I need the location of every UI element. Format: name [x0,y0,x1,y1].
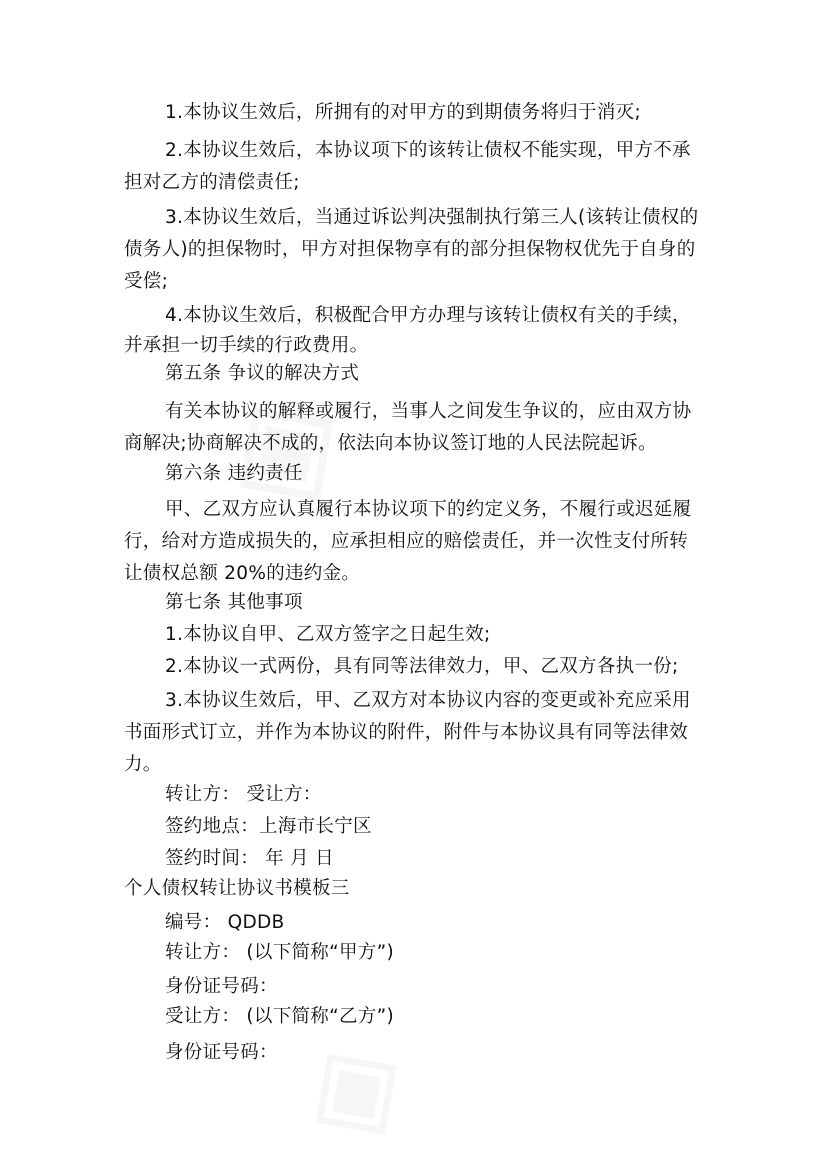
text-line: 受偿; [124,271,169,292]
text-line: 并承担一切手续的行政费用。 [124,335,369,356]
id-number-line: 身份证号码： [165,976,278,997]
text-line: 书面形式订立，并作为本协议的附件，附件与本协议具有同等法律效 [124,722,689,743]
section-heading: 第六条 违约责任 [165,463,303,484]
signing-date: 签约时间： 年 月 日 [165,848,334,869]
text-line: 商解决;协商解决不成的，依法向本协议签订地的人民法院起诉。 [124,433,657,454]
section-heading: 第五条 争议的解决方式 [165,363,360,384]
signing-location: 签约地点：上海市长宁区 [165,816,372,837]
text-line: 3.本协议生效后，甲、乙双方对本协议内容的变更或补充应采用 [165,690,691,711]
text-line: 债务人)的担保物时，甲方对担保物享有的部分担保物权优先于自身的 [124,239,696,260]
text-line: 2.本协议一式两份，具有同等法律效力，甲、乙双方各执一份; [165,656,679,677]
text-line: 1.本协议自甲、乙双方签字之日起生效; [165,624,491,645]
text-line: 担对乙方的清偿责任; [124,172,300,193]
transferee-line: 受让方： (以下简称“乙方”) [165,1006,394,1027]
text-line: 有关本协议的解释或履行，当事人之间发生争议的，应由双方协 [165,401,692,422]
template-title: 个人债权转让协议书模板三 [124,878,350,899]
text-line: 1.本协议生效后，所拥有的对甲方的到期债务将归于消灭; [165,102,641,123]
document-number: 编号： QDDB [165,912,285,933]
text-line: 力。 [124,754,162,775]
section-heading: 第七条 其他事项 [165,592,303,613]
text-line: 3.本协议生效后，当通过诉讼判决强制执行第三人(该转让债权的 [165,207,699,228]
text-line: 让债权总额 20%的违约金。 [124,563,361,584]
text-line: 行，给对方造成损失的，应承担相应的赔偿责任，并一次性支付所转 [124,531,689,552]
signature-parties: 转让方： 受让方： [165,784,322,805]
transferor-line: 转让方： (以下简称“甲方”) [165,942,394,963]
text-line: 甲、乙双方应认真履行本协议项下的约定义务，不履行或迟延履 [165,499,692,520]
text-line: 4.本协议生效后，积极配合甲方办理与该转让债权有关的手续， [165,305,691,326]
id-number-line: 身份证号码： [165,1042,278,1063]
text-line: 2.本协议生效后，本协议项下的该转让债权不能实现，甲方不承 [165,140,691,161]
